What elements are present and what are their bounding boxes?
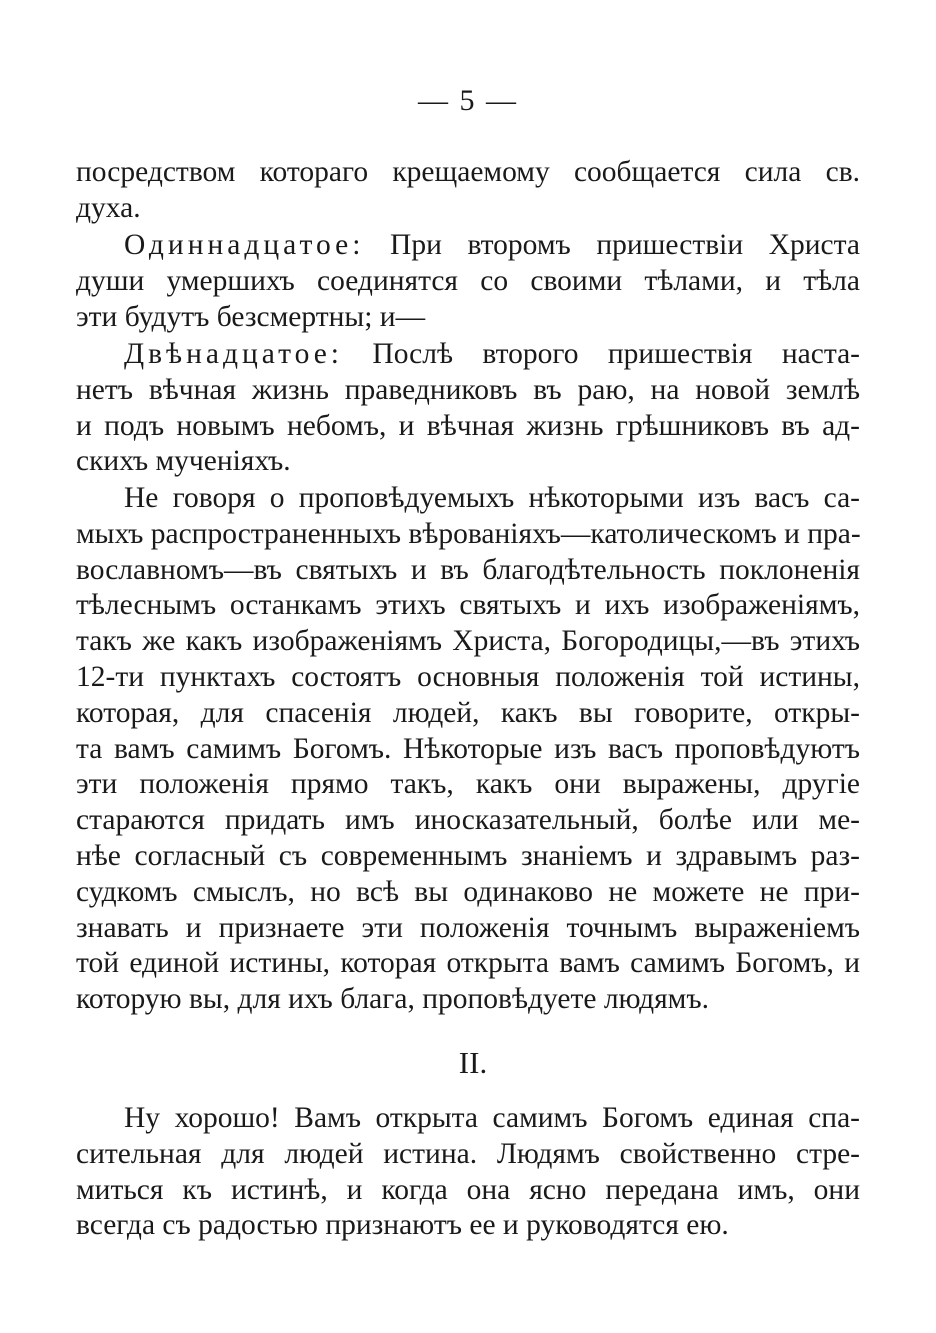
paragraph-beliefs [76,481,860,1018]
text-line: той единой истины, которая открыта вамъ самимъ Богомъ, и [76,947,860,980]
text-line: та вамъ самимъ Богомъ. Нѣкоторые изъ васъ проповѣдуютъ [76,732,860,765]
text-line: Не говоря о проповѣдуемыхъ нѣкоторыми изъ васъ са- [124,482,860,514]
text-line: души умершихъ соединятся со своими тѣлами, и тѣла [76,264,860,297]
text-line: эти будутъ безсмертны; и— [76,300,426,333]
text-line: мыхъ распространенныхъ вѣрованіяхъ—католическомъ и пра- [76,517,861,550]
text-line: скихъ мученіяхъ. [76,445,291,478]
page-number: — 5 — [418,84,518,117]
text-line: посредством котораго крещаемому сообщается сила св. [76,156,860,188]
text-line: эти положенія прямо такъ, какъ они выражены, другіе [76,768,860,801]
text-line: нетъ вѣчная жизнь праведниковъ въ раю, на новой землѣ [76,373,860,406]
spaced-lead-word: Одиннадцатое: [124,229,365,261]
section-heading: II. [458,1045,488,1080]
text-run: Послѣ второго пришествія наста- [342,338,860,370]
text-line: миться къ истинѣ, и когда она ясно передана имъ, они [76,1173,860,1206]
text-line [76,337,860,373]
text-line: 12-ти пунктахъ состоятъ основныя положенія той истины, [76,660,860,693]
text-line: тѣлеснымъ останкамъ этихъ святыхъ и ихъ изображеніямъ, [76,589,860,622]
text-line [76,228,860,264]
text-line: сительная для людей истина. Людямъ свойственно стре- [76,1137,860,1170]
text-line: стараются придать имъ иносказательный, болѣе или ме- [76,804,860,837]
paragraph-twelfth [76,337,860,480]
text-line: судкомъ смыслъ, но всѣ вы одинаково не можете не при- [76,875,860,908]
text-line: такъ же какъ изображеніямъ Христа, Богородицы,—въ этихъ [76,625,860,658]
text-line: и подъ новымъ небомъ, и вѣчная жизнь грѣшниковъ въ ад- [76,409,860,442]
text-run: При второмъ пришествіи Христа [364,229,860,261]
text-line: знавать и признаете эти положенія точнымъ выраженіемъ [76,911,860,944]
spaced-lead-word: Двѣнадцатое: [124,338,343,370]
text-line: которую вы, для ихъ блага, проповѣдуете людямъ. [76,983,709,1016]
paragraph-continuation [76,155,860,227]
text-line: нѣе согласный съ современнымъ знаніемъ и здравымъ раз- [76,839,860,872]
text-line: всегда съ радостью признаютъ ее и руководятся ею. [76,1209,729,1242]
text-line: которая, для спасенія людей, какъ вы говорите, откры- [76,696,860,729]
text-line: духа. [76,191,141,224]
paragraph-truth [76,1101,860,1244]
text-line: вославномъ—въ святыхъ и въ благодѣтельность поклоненія [76,553,860,586]
paragraph-eleventh [76,228,860,335]
text-line: Ну хорошо! Вамъ открыта самимъ Богомъ единая спа- [124,1102,860,1134]
